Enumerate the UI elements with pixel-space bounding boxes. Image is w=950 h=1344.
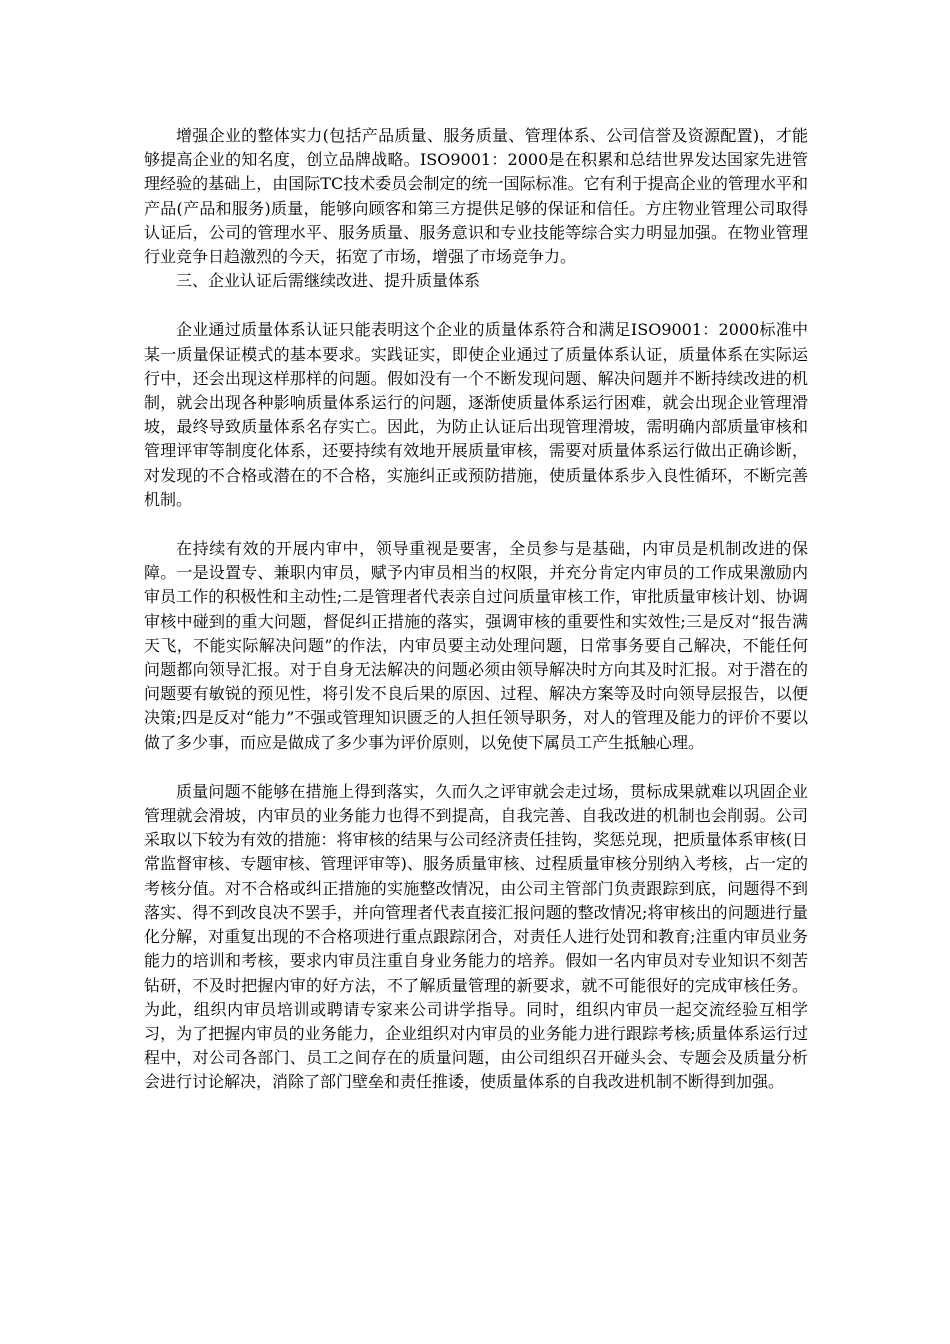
paragraph-certification: 企业通过质量体系认证只能表明这个企业的质量体系符合和满足ISO9001：2000标准中某一质量保证模式的基本要求。实践证实，即使企业通过了质量体系认证，质量体系在实际运行中，还会出现这样那样的问题。假如没有一个不断发现问题、解决问题并不断持续改进的机制，就会出现各种影响质量体系运行的问题，逐渐使质量体系运行困难，就会出现企业管理滑坡，最终导致质量体系名存实亡。因此，为防止认证后出现管理滑坡，需明确内部质量审核和管理评审等制度化体系，还要持续有效地开展质量审核，需要对质量体系运行做出正确诊断，对发现的不合格或潜在的不合格，实施纠正或预防措施，使质量体系步入良性循环，不断完善机制。 bbox=[144, 320, 808, 509]
document-body bbox=[144, 124, 808, 1095]
section-heading: 三、企业认证后需继续改进、提升质量体系 bbox=[176, 271, 481, 291]
paragraph-measures: 质量问题不能够在措施上得到落实，久而久之评审就会走过场，贯标成果就难以巩固企业管理就会滑坡，内审员的业务能力也得不到提高，自我完善、自我改进的机制也会削弱。公司采取以下较为有效的措施：将审核的结果与公司经济责任挂钩，奖惩兑现，把质量体系审核(日常监督审核、专题审核、管理评审等)、服务质量审核、过程质量审核分别纳入考核，占一定的考核分值。对不合格或纠正措施的实施整改情况，由公司主管部门负责跟踪到底，问题得不到落实、得不到改良决不罢手，并向管理者代表直接汇报问题的整改情况;将审核出的问题进行量化分解，对重复出现的不合格项进行重点跟踪闭合，对责任人进行处罚和教育;注重内审员业务能力的培训和考核，要求内审员注重自身业务能力的培养。假如一名内审员对专业知识不刻苦钻研，不及时把握内审的好方法，不了解质量管理的新要求，就不可能很好的完成审核任务。为此，组织内审员培训或聘请专家来公司讲学指导。同时，组织内审员一起交流经验互相学习，为了把握内审员的业务能力，企业组织对内审员的业务能力进行跟踪考核;质量体系运行过程中，对公司各部门、员工之间存在的质量问题，由公司组织召开碰头会、专题会及质量分析会进行讨论解决，消除了部门壁垒和责任推诿，使质量体系的自我改进机制不断得到加强。 bbox=[144, 781, 808, 1092]
paragraph-intro: 增强企业的整体实力(包括产品质量、服务质量、管理体系、公司信誉及资源配置)，才能够提高企业的知名度，创立品牌战略。ISO9001：2000是在积累和总结世界发达国家先进管理经验的基础上，由国际TC技术委员会制定的统一国际标准。它有利于提高企业的管理水平和产品(产品和服务)质量，能够向顾客和第三方提供足够的保证和信任。方庄物业管理公司取得认证后，公司的管理水平、服务质量、服务意识和专业技能等综合实力明显加强。在物业管理行业竞争日趋激烈的今天，拓宽了市场，增强了市场竞争力。 bbox=[144, 126, 808, 267]
paragraph-internal-audit: 在持续有效的开展内审中，领导重视是要害，全员参与是基础，内审员是机制改进的保障。一是设置专、兼职内审员，赋予内审员相当的权限，并充分肯定内审员的工作成果激励内审员工作的积极性和主动性;二是管理者代表亲自过问质量审核工作，审批质量审核计划、协调审核中碰到的重大问题，督促纠正措施的落实，强调审核的重要性和实效性;三是反对“报告满天飞，不能实际解决问题”的作法，内审员要主动处理问题，日常事务要自己解决，不能任何问题都向领导汇报。对于自身无法解决的问题必须由领导解决时方向其及时汇报。对于潜在的问题要有敏锐的预见性，将引发不良后果的原因、过程、解决方案等及时向领导层报告，以便决策;四是反对“能力”不强或管理知识匮乏的人担任领导职务，对人的管理及能力的评价不要以做了多少事，而应是做成了多少事为评价原则，以免使下属员工产生抵触心理。 bbox=[144, 539, 808, 752]
